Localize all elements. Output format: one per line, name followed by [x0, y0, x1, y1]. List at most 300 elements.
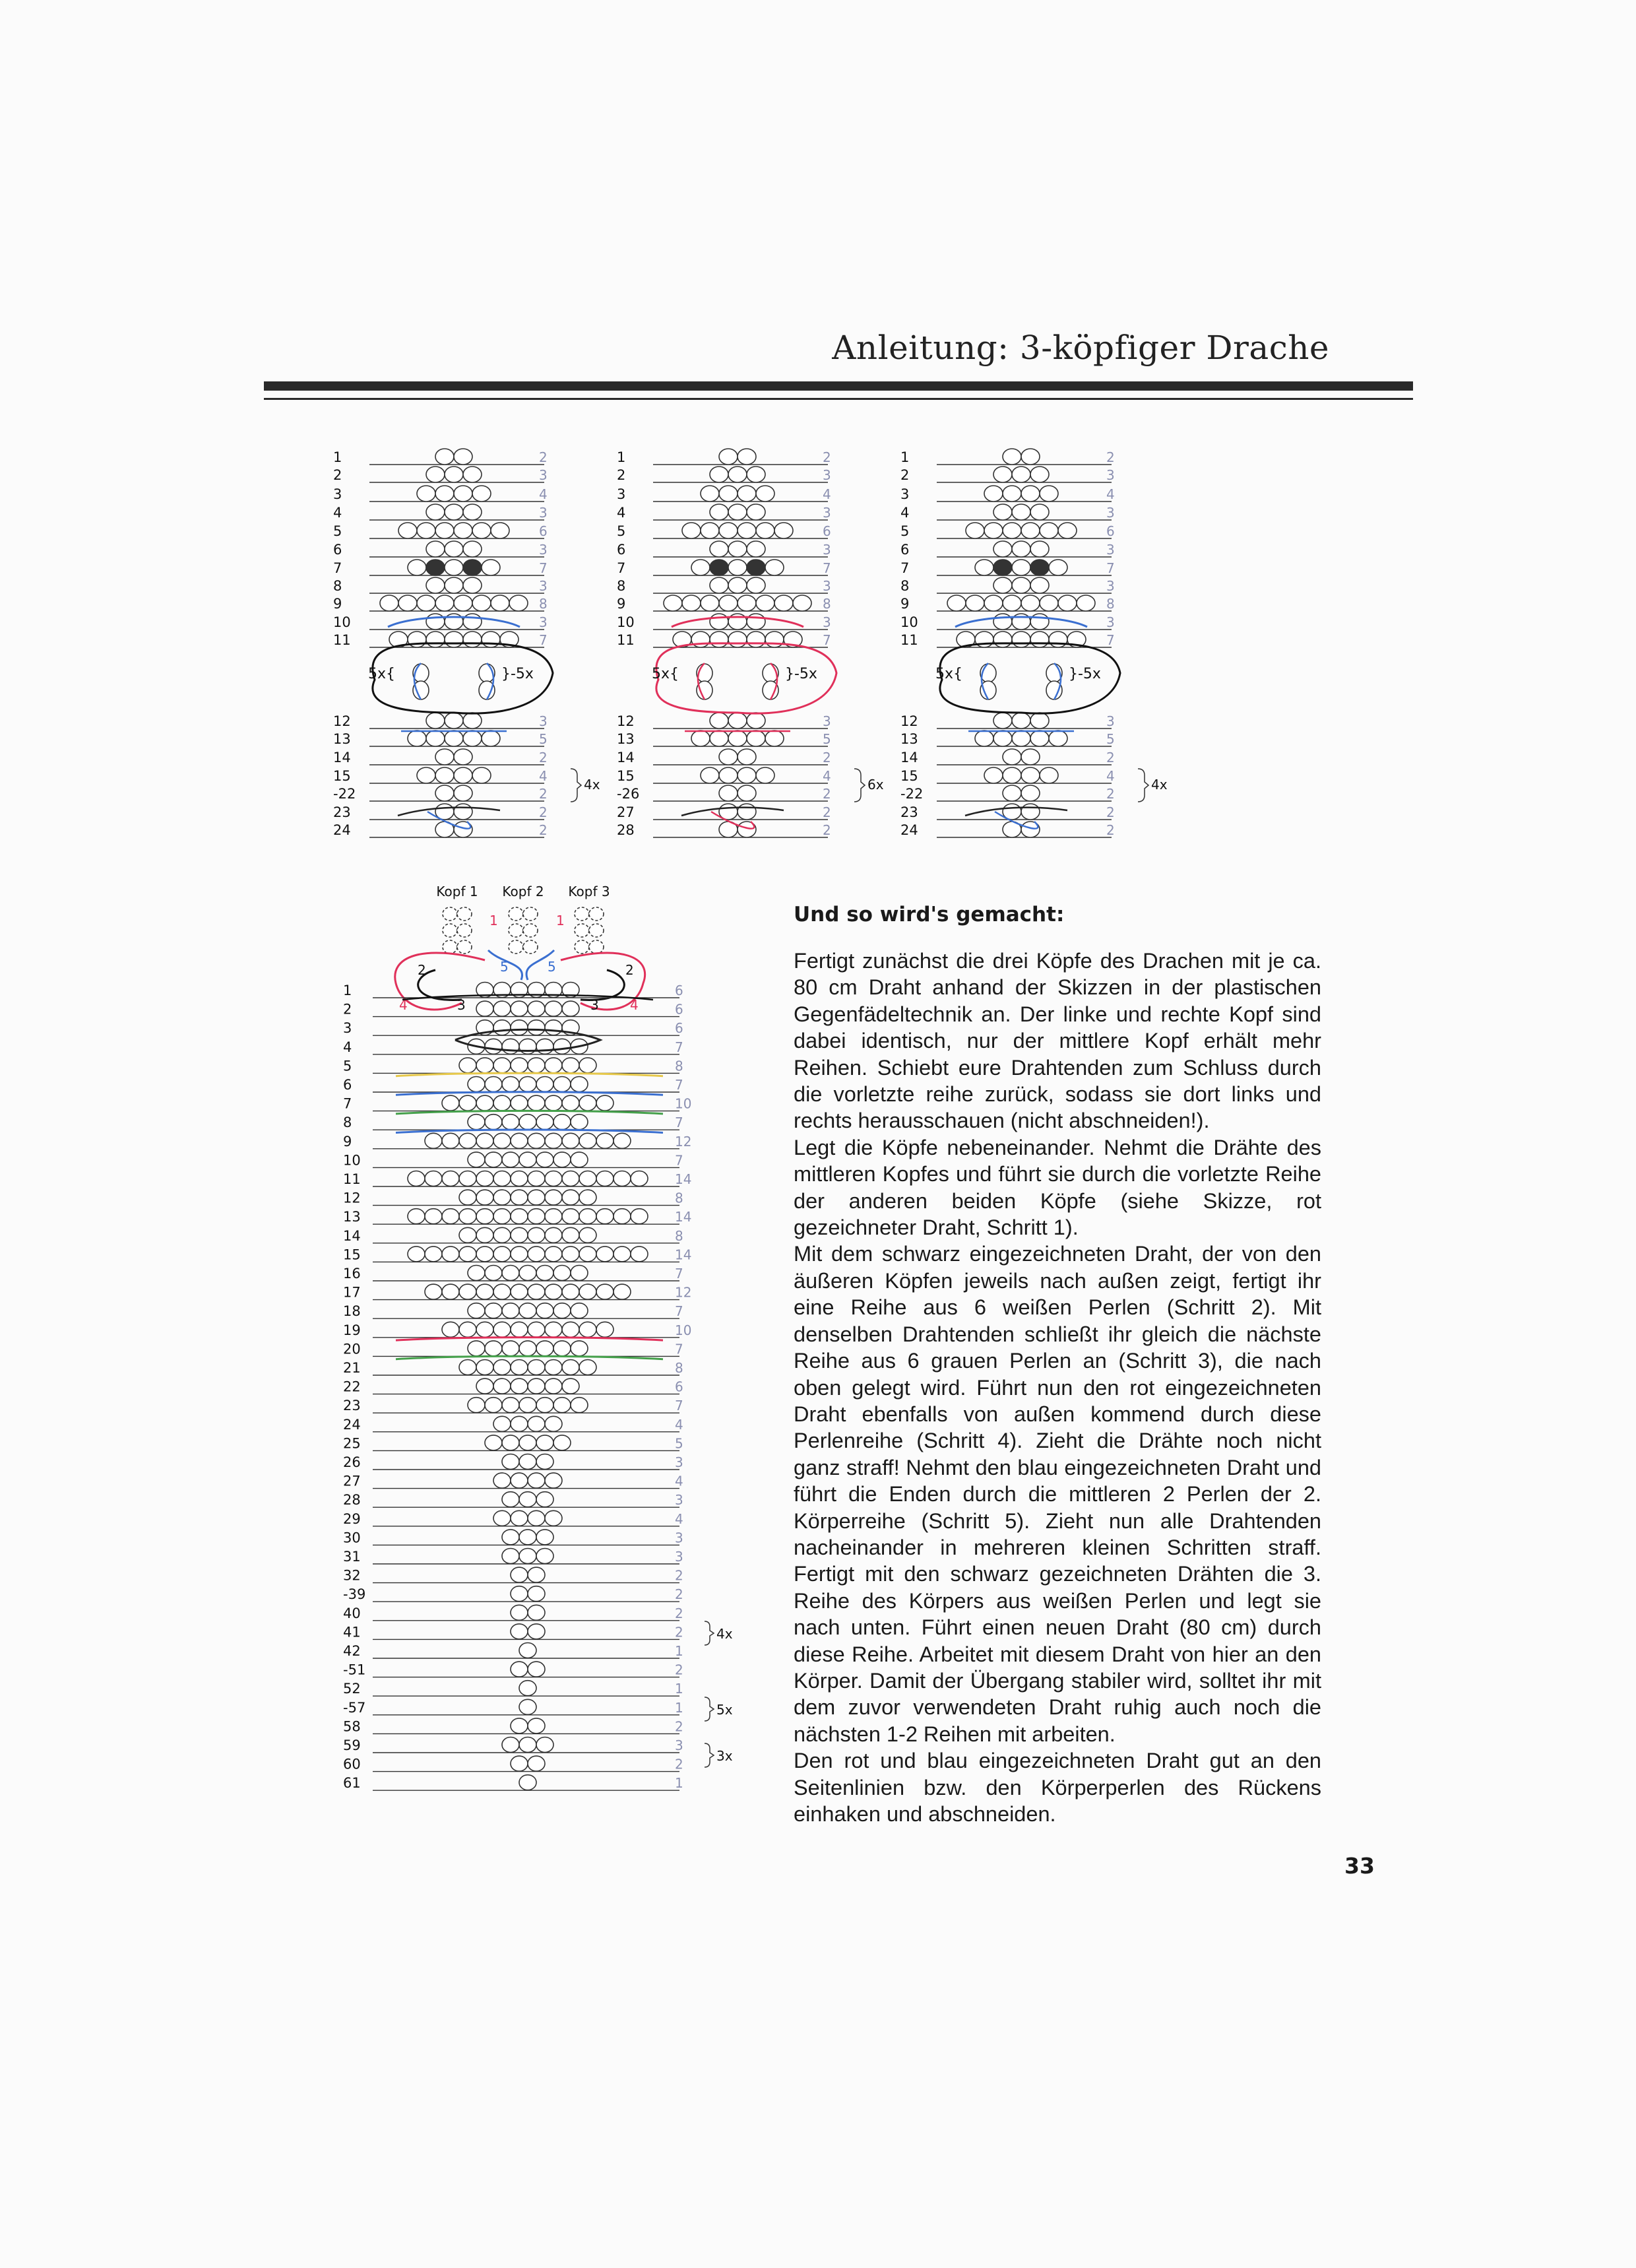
bead	[476, 1227, 493, 1243]
bead-count: 12	[675, 1133, 692, 1150]
bead	[426, 541, 445, 557]
bead	[536, 1737, 553, 1753]
row-number: 23	[333, 804, 351, 820]
row-number: 1	[900, 449, 910, 465]
bead	[553, 1266, 571, 1281]
row-number: 7	[333, 560, 342, 576]
bead	[579, 1058, 596, 1073]
bead-count: 2	[539, 449, 548, 465]
bead	[493, 1209, 511, 1224]
bead	[502, 1737, 519, 1753]
bead	[485, 1341, 502, 1356]
wire-line	[396, 1073, 663, 1076]
bead	[459, 1190, 476, 1205]
row-number: 4	[333, 505, 342, 521]
bead	[993, 577, 1012, 593]
bead	[485, 1435, 502, 1450]
bead-count: 1	[675, 1699, 683, 1716]
bead-count: 2	[1106, 822, 1115, 838]
bead	[417, 523, 435, 538]
bead	[774, 595, 793, 611]
bead	[493, 1322, 511, 1337]
bead	[553, 1341, 571, 1356]
bead-count: 2	[823, 786, 831, 802]
bead	[536, 1152, 553, 1167]
bead	[596, 1095, 614, 1111]
bead	[701, 523, 719, 538]
bead	[502, 1454, 519, 1470]
bead	[528, 1247, 545, 1262]
bead	[472, 767, 491, 783]
bead-count: 3	[1106, 713, 1115, 729]
bead	[519, 1341, 536, 1356]
bead	[463, 504, 482, 520]
bead	[519, 1681, 536, 1696]
bead	[1021, 767, 1040, 783]
bead	[728, 560, 747, 575]
bead	[511, 1209, 528, 1224]
bead	[493, 1058, 511, 1073]
bead	[993, 730, 1012, 746]
bead	[545, 1473, 562, 1488]
bead-count: 8	[675, 1058, 683, 1074]
bead	[701, 486, 719, 502]
bead	[459, 1227, 476, 1243]
bead-count: 6	[823, 523, 831, 539]
row-number: 28	[343, 1492, 361, 1508]
bead	[984, 523, 1003, 538]
bead	[463, 713, 482, 729]
instructions	[794, 903, 1321, 1827]
bead	[511, 1378, 528, 1394]
bead	[545, 1190, 562, 1205]
bead	[523, 907, 538, 921]
bead	[1012, 541, 1030, 557]
bead-count: 2	[539, 804, 548, 820]
bead	[579, 1284, 596, 1299]
bead	[528, 1567, 545, 1582]
bead	[1021, 486, 1040, 502]
bead	[1030, 713, 1049, 729]
bead	[443, 940, 457, 954]
bead	[493, 1001, 511, 1016]
row-number: 5	[343, 1058, 352, 1074]
bead	[553, 1115, 571, 1130]
bead	[1040, 523, 1058, 538]
bead	[493, 1378, 511, 1394]
bead	[459, 1322, 476, 1337]
bead	[523, 940, 538, 954]
bead	[457, 924, 472, 937]
bead	[1049, 730, 1067, 746]
bead	[493, 1227, 511, 1243]
repeat-bracket	[1138, 769, 1148, 802]
bead	[511, 1322, 528, 1337]
bead	[631, 1209, 648, 1224]
bead	[528, 1360, 545, 1375]
bead	[710, 730, 728, 746]
bead	[476, 1095, 493, 1111]
instruction-paragraph: Fertigt zunächst die drei Köpfe des Drachen mit je ca. 80 cm Draht anhand der Skizzen in der plastischen Gegenfädeltechnik an. Der linke und rechte Kopf sind dabei identisch, nur der mittlere Kopf erhält mehr Reihen. Schiebt eure Drahtenden zum Schluss durch die vorletzte reihe zurück, sodass sie dort links und rechts herausschauen (nicht abschneiden!).	[794, 949, 1321, 1133]
bead	[765, 730, 784, 746]
row-number: -51	[343, 1662, 366, 1678]
row-number: 14	[900, 750, 918, 765]
bead	[536, 1115, 553, 1130]
bead	[984, 486, 1003, 502]
bead	[984, 595, 1003, 611]
row-number: -26	[617, 786, 640, 802]
bead	[562, 1322, 579, 1337]
bead	[710, 467, 728, 482]
bead	[502, 1530, 519, 1545]
bead	[589, 940, 604, 954]
bead	[493, 1284, 511, 1299]
bead	[545, 1284, 562, 1299]
bead	[511, 1001, 528, 1016]
bead	[491, 523, 509, 538]
bead	[682, 595, 701, 611]
row-number: 29	[343, 1510, 361, 1527]
bead	[425, 1209, 442, 1224]
row-number: 9	[900, 596, 910, 612]
bead	[738, 749, 756, 765]
bead	[482, 632, 500, 647]
bead	[511, 1227, 528, 1243]
bead	[589, 907, 604, 921]
bead	[457, 940, 472, 954]
bead-count: 4	[539, 768, 548, 784]
bead	[502, 1341, 519, 1356]
bead	[528, 1133, 545, 1148]
bead	[993, 632, 1012, 647]
bead-count: 2	[675, 1586, 683, 1603]
row-number: 3	[900, 486, 910, 502]
bead	[442, 1095, 459, 1111]
bead	[596, 1284, 614, 1299]
row-number: 27	[617, 804, 635, 820]
bead	[1040, 486, 1058, 502]
bead	[596, 1209, 614, 1224]
bead	[528, 1605, 545, 1620]
bead	[575, 924, 589, 937]
bead	[463, 577, 482, 593]
bead	[1030, 467, 1049, 482]
bead-count: 4	[675, 1416, 683, 1433]
bead-count: 3	[1106, 467, 1115, 483]
bead	[1040, 767, 1058, 783]
bead	[710, 560, 728, 575]
bead	[545, 1360, 562, 1375]
row-number: 27	[343, 1473, 361, 1489]
row-number: 26	[343, 1454, 361, 1470]
bead	[445, 632, 463, 647]
step-label: 1	[556, 913, 565, 928]
bead	[509, 907, 523, 921]
row-number: 23	[343, 1398, 361, 1414]
row-number: 9	[343, 1133, 352, 1150]
bead	[511, 1473, 528, 1488]
bead	[562, 1378, 579, 1394]
bead	[793, 595, 811, 611]
wire-line	[396, 1111, 663, 1114]
row-number: 3	[617, 486, 626, 502]
bead	[528, 1209, 545, 1224]
row-number: 1	[333, 449, 342, 465]
bead	[1003, 785, 1021, 801]
bead-count: 3	[1106, 542, 1115, 558]
bead	[435, 449, 454, 465]
bead	[502, 1266, 519, 1281]
bead	[528, 1171, 545, 1186]
row-number: 13	[900, 731, 918, 747]
bead-count: 3	[823, 614, 831, 630]
bead	[511, 1360, 528, 1375]
row-number: 32	[343, 1567, 361, 1584]
bead-count: 14	[675, 1209, 692, 1225]
bead	[425, 1284, 442, 1299]
bead	[993, 467, 1012, 482]
repeat-label: 4x	[584, 777, 600, 793]
bead	[528, 1718, 545, 1733]
bead	[1003, 486, 1021, 502]
row-number: 19	[343, 1322, 361, 1338]
bead	[476, 1209, 493, 1224]
bead	[454, 595, 472, 611]
bead-count: 7	[675, 1266, 683, 1281]
bead	[485, 1266, 502, 1281]
bead-count: 7	[823, 560, 831, 576]
row-number: 12	[333, 713, 351, 729]
bead	[966, 595, 984, 611]
bead	[1012, 504, 1030, 520]
bead	[519, 1115, 536, 1130]
row-number: 10	[617, 614, 635, 630]
bead	[1021, 449, 1040, 465]
bead	[579, 1095, 596, 1111]
bead	[519, 1775, 536, 1790]
bead	[476, 1247, 493, 1262]
bead	[417, 595, 435, 611]
bead	[454, 767, 472, 783]
bead	[459, 1058, 476, 1073]
bead	[579, 1209, 596, 1224]
row-number: 10	[343, 1152, 361, 1169]
bead	[738, 785, 756, 801]
bead-count: 5	[1106, 731, 1115, 747]
bead	[459, 1247, 476, 1262]
bead	[509, 924, 523, 937]
row-number: 4	[343, 1039, 352, 1055]
bead	[719, 486, 738, 502]
bead-count: 6	[1106, 523, 1115, 539]
bead	[1049, 560, 1067, 575]
bead	[774, 523, 793, 538]
bead	[553, 1303, 571, 1318]
bead-count: 1	[675, 1681, 683, 1697]
bead-count: 2	[675, 1567, 683, 1584]
wire-line	[396, 1130, 663, 1133]
bead	[493, 1020, 511, 1035]
bead	[747, 632, 765, 647]
bead	[545, 1095, 562, 1111]
bead-count: 2	[539, 786, 548, 802]
bead-count: 7	[539, 560, 548, 576]
bead-count: 4	[1106, 486, 1115, 502]
loop-repeat-left: 5x{	[935, 666, 963, 682]
bead	[511, 1247, 528, 1262]
bead-count: 1	[675, 1643, 683, 1659]
step-label: 4	[630, 997, 639, 1013]
bead	[511, 1095, 528, 1111]
row-number: 8	[617, 578, 626, 594]
bead-count: 1	[675, 1775, 683, 1792]
row-number: 1	[343, 983, 352, 998]
bead-count: 5	[675, 1435, 683, 1452]
bead	[435, 785, 454, 801]
bead	[536, 1266, 553, 1281]
bead	[493, 1510, 511, 1526]
bead	[682, 523, 701, 538]
bead	[571, 1341, 588, 1356]
bead	[459, 1171, 476, 1186]
bead	[1021, 749, 1040, 765]
row-number: 13	[333, 731, 351, 747]
bead	[459, 1133, 476, 1148]
bead	[463, 730, 482, 746]
bead	[511, 1190, 528, 1205]
bead	[493, 1416, 511, 1431]
bead-count: 7	[675, 1398, 683, 1414]
bead	[519, 1435, 536, 1450]
bead-count: 5	[823, 731, 831, 747]
row-number: 11	[900, 632, 918, 648]
bead	[596, 1171, 614, 1186]
row-number: 52	[343, 1681, 361, 1697]
row-number: 20	[343, 1341, 361, 1357]
row-number: 6	[617, 542, 626, 558]
row-number: 16	[343, 1266, 361, 1281]
bead-count: 6	[675, 1378, 683, 1395]
bead	[631, 1171, 648, 1186]
bead	[463, 560, 482, 575]
bead	[1030, 730, 1049, 746]
bead	[442, 1322, 459, 1337]
repeat-bracket	[705, 1743, 714, 1767]
row-number: 14	[343, 1227, 361, 1244]
row-number: 23	[900, 804, 918, 820]
wire-line	[395, 953, 485, 1010]
bead	[435, 595, 454, 611]
bead-count: 2	[675, 1756, 683, 1772]
row-number: 15	[343, 1247, 361, 1263]
bead	[476, 1284, 493, 1299]
bead	[562, 1171, 579, 1186]
bead	[993, 504, 1012, 520]
bead	[457, 907, 472, 921]
bead-count: 2	[1106, 786, 1115, 802]
bead	[476, 1171, 493, 1186]
bead	[710, 504, 728, 520]
bead-count: 2	[675, 1624, 683, 1640]
row-number: 7	[900, 560, 910, 576]
bead	[545, 1227, 562, 1243]
bead	[454, 486, 472, 502]
row-number: 12	[617, 713, 635, 729]
bead-count: 3	[675, 1492, 683, 1508]
bead	[493, 1360, 511, 1375]
bead	[728, 577, 747, 593]
repeat-label: 3x	[716, 1748, 733, 1764]
bead	[631, 1247, 648, 1262]
bead-count: 8	[539, 596, 548, 612]
repeat-bracket	[705, 1697, 714, 1721]
bead	[1030, 504, 1049, 520]
loop-repeat-left: 5x{	[652, 666, 679, 682]
bead	[476, 1322, 493, 1337]
bead-count: 2	[1106, 804, 1115, 820]
page-number: 33	[1344, 1853, 1375, 1879]
bead	[445, 577, 463, 593]
bead	[528, 1190, 545, 1205]
bead	[426, 632, 445, 647]
bead	[691, 730, 710, 746]
bead	[747, 713, 765, 729]
bead-count: 2	[675, 1662, 683, 1678]
bead	[1030, 632, 1049, 647]
bead	[728, 713, 747, 729]
bead-count: 6	[675, 1020, 683, 1037]
bead	[1003, 449, 1021, 465]
bead	[1003, 767, 1021, 783]
bead	[747, 467, 765, 482]
bead	[445, 730, 463, 746]
bead	[528, 1378, 545, 1394]
bead	[571, 1303, 588, 1318]
bead	[502, 1549, 519, 1564]
bead	[710, 577, 728, 593]
bead-count: 3	[823, 713, 831, 729]
row-number: 5	[900, 523, 910, 539]
bead	[664, 595, 682, 611]
bead	[545, 1020, 562, 1035]
bead	[747, 577, 765, 593]
bead-count: 3	[1106, 614, 1115, 630]
bead	[519, 1454, 536, 1470]
bead-count: 6	[675, 983, 683, 998]
bead	[1049, 632, 1067, 647]
row-number: 14	[617, 750, 635, 765]
bead	[719, 449, 738, 465]
bead	[443, 924, 457, 937]
bead	[738, 449, 756, 465]
row-number: 13	[617, 731, 635, 747]
bead-count: 2	[539, 822, 548, 838]
instruction-paragraph: Mit dem schwarz eingezeichneten Draht, der von den äußeren Köpfen jeweils nach außen zeigt, fertigt ihr eine Reihe aus 6 weißen Perlen (Schritt 2). Mit denselben Drahtenden schließt ihr gleich die nächste Reihe aus 6 grauen Perlen an (Schritt 3), die nach oben gelegt wird. Führt nun den rot eingezeichneten Draht ebenfalls von außen kommend durch diese Perlenreihe (Schritt 4). Zieht die Drähte noch nicht ganz straff! Nehmt den blau eingezeichneten Draht und führt die Enden durch die mittleren 2 Perlen der 2. Körperreihe (Schritt 5). Zieht nun alle Drahtenden nacheinander in mehreren kleinen Schritten straff. Fertigt mit den schwarz gezeichneten Drähten die 3. Reihe des Körpers aus weißen Perlen und legt sie nach unten. Führt einen neuen Draht (80 cm) durch diese Reihe. Arbeitet mit diesem Draht von hier an den Körper. Damit der Übergang stabiler wird, solltet ihr mit dem zuvor verwendeten Draht ruhig auch noch die nächsten 1-2 Reihen mit arbeiten.	[794, 1242, 1321, 1746]
bead	[562, 1133, 579, 1148]
bead	[719, 749, 738, 765]
bead-count: 7	[823, 632, 831, 648]
bead-count: 8	[823, 596, 831, 612]
bead-count: 3	[823, 542, 831, 558]
bead	[454, 785, 472, 801]
bead	[545, 1378, 562, 1394]
bead	[511, 1756, 528, 1771]
bead	[553, 1039, 571, 1054]
row-number: 8	[333, 578, 342, 594]
bead-count: 14	[675, 1171, 692, 1187]
bead-count: 7	[675, 1077, 683, 1093]
row-number: 15	[333, 768, 351, 784]
